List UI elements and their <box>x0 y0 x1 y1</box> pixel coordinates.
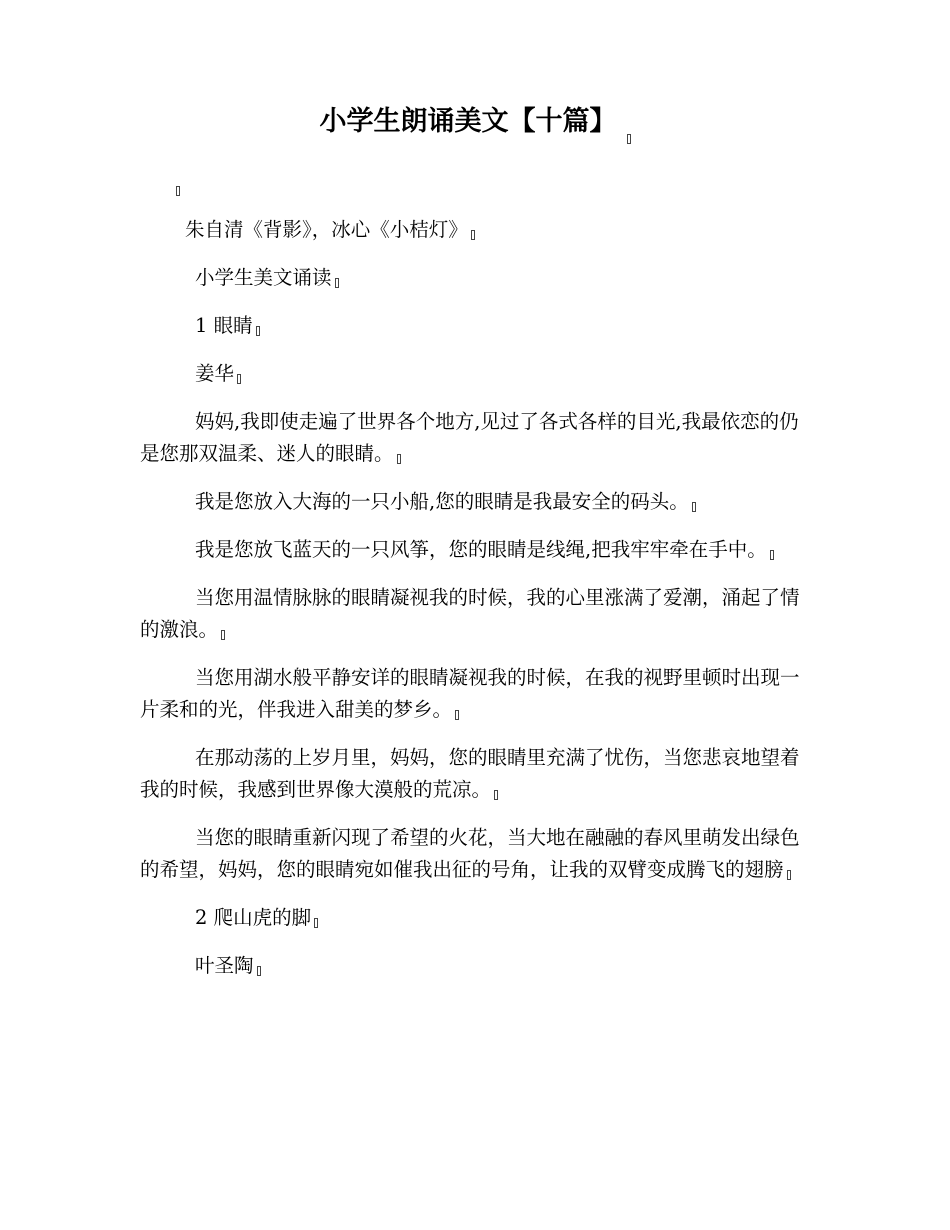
paragraph-text: 我是您放入大海的一只小船,您的眼睛是我最安全的码头。 <box>195 490 689 513</box>
paragraph <box>140 310 804 342</box>
paragraph-mark-icon <box>397 454 401 464</box>
paragraph-mark-icon <box>494 790 498 800</box>
paragraph-text: 在那动荡的上岁月里，妈妈，您的眼睛里充满了忧伤，当您悲哀地望着我的时候，我感到世界像大漠般的荒凉。 <box>140 746 800 801</box>
paragraph-text: 2 爬山虎的脚 <box>195 906 312 929</box>
paragraph-mark-icon <box>176 186 180 196</box>
paragraph-text: 姜华 <box>195 362 235 385</box>
paragraph-mark-icon <box>257 966 261 976</box>
paragraph-mark-icon <box>256 326 260 336</box>
paragraph <box>140 486 804 518</box>
document-title <box>0 102 950 144</box>
paragraph <box>140 358 804 390</box>
paragraph-mark-icon <box>237 374 241 384</box>
paragraph-text: 妈妈,我即使走遍了世界各个地方,见过了各式各样的目光,我最依恋的仍是您那双温柔、迷人的眼睛。 <box>140 410 799 465</box>
paragraph-text: 叶圣陶 <box>195 954 254 977</box>
paragraph-text: 小学生美文诵读 <box>195 266 332 289</box>
paragraph-text: 朱自清《背影》，冰心《小桔灯》 <box>185 218 468 241</box>
paragraph-mark-icon <box>314 918 318 928</box>
paragraph-text: 当您的眼睛重新闪现了希望的火花，当大地在融融的春风里萌发出绿色的希望，妈妈，您的眼睛宛如催我出征的号角，让我的双臂变成腾飞的翅膀 <box>140 826 800 881</box>
paragraph-text: 当您用温情脉脉的眼睛凝视我的时候，我的心里涨满了爱潮，涌起了情的激浪。 <box>140 586 800 641</box>
paragraph <box>140 406 804 470</box>
paragraph-text: 1 眼睛 <box>195 314 253 337</box>
paragraph-mark-icon <box>692 502 696 512</box>
paragraph-mark-icon <box>787 870 791 880</box>
paragraph-mark-icon <box>455 710 459 720</box>
paragraph <box>140 822 804 886</box>
paragraph-text: 当您用湖水般平静安详的眼睛凝视我的时候，在我的视野里顿时出现一片柔和的光，伴我进入甜美的梦乡。 <box>140 666 800 721</box>
paragraph-mark-icon <box>770 550 774 560</box>
paragraph-mark-icon <box>335 278 339 288</box>
paragraph <box>140 662 804 726</box>
paragraph <box>140 902 804 934</box>
title-text: 小学生朗诵美文【十篇】 <box>319 106 617 137</box>
paragraph <box>140 950 804 982</box>
paragraph <box>140 742 804 806</box>
paragraph <box>140 214 804 246</box>
paragraph <box>140 262 804 294</box>
paragraph-mark-icon <box>471 230 475 240</box>
paragraph-mark-icon <box>627 134 631 144</box>
paragraph <box>140 534 804 566</box>
document-body <box>140 214 804 998</box>
paragraph-mark-icon <box>221 630 225 640</box>
paragraph <box>140 582 804 646</box>
paragraph-text: 我是您放飞蓝天的一只风筝，您的眼睛是线绳,把我牢牢牵在手中。 <box>195 538 767 561</box>
